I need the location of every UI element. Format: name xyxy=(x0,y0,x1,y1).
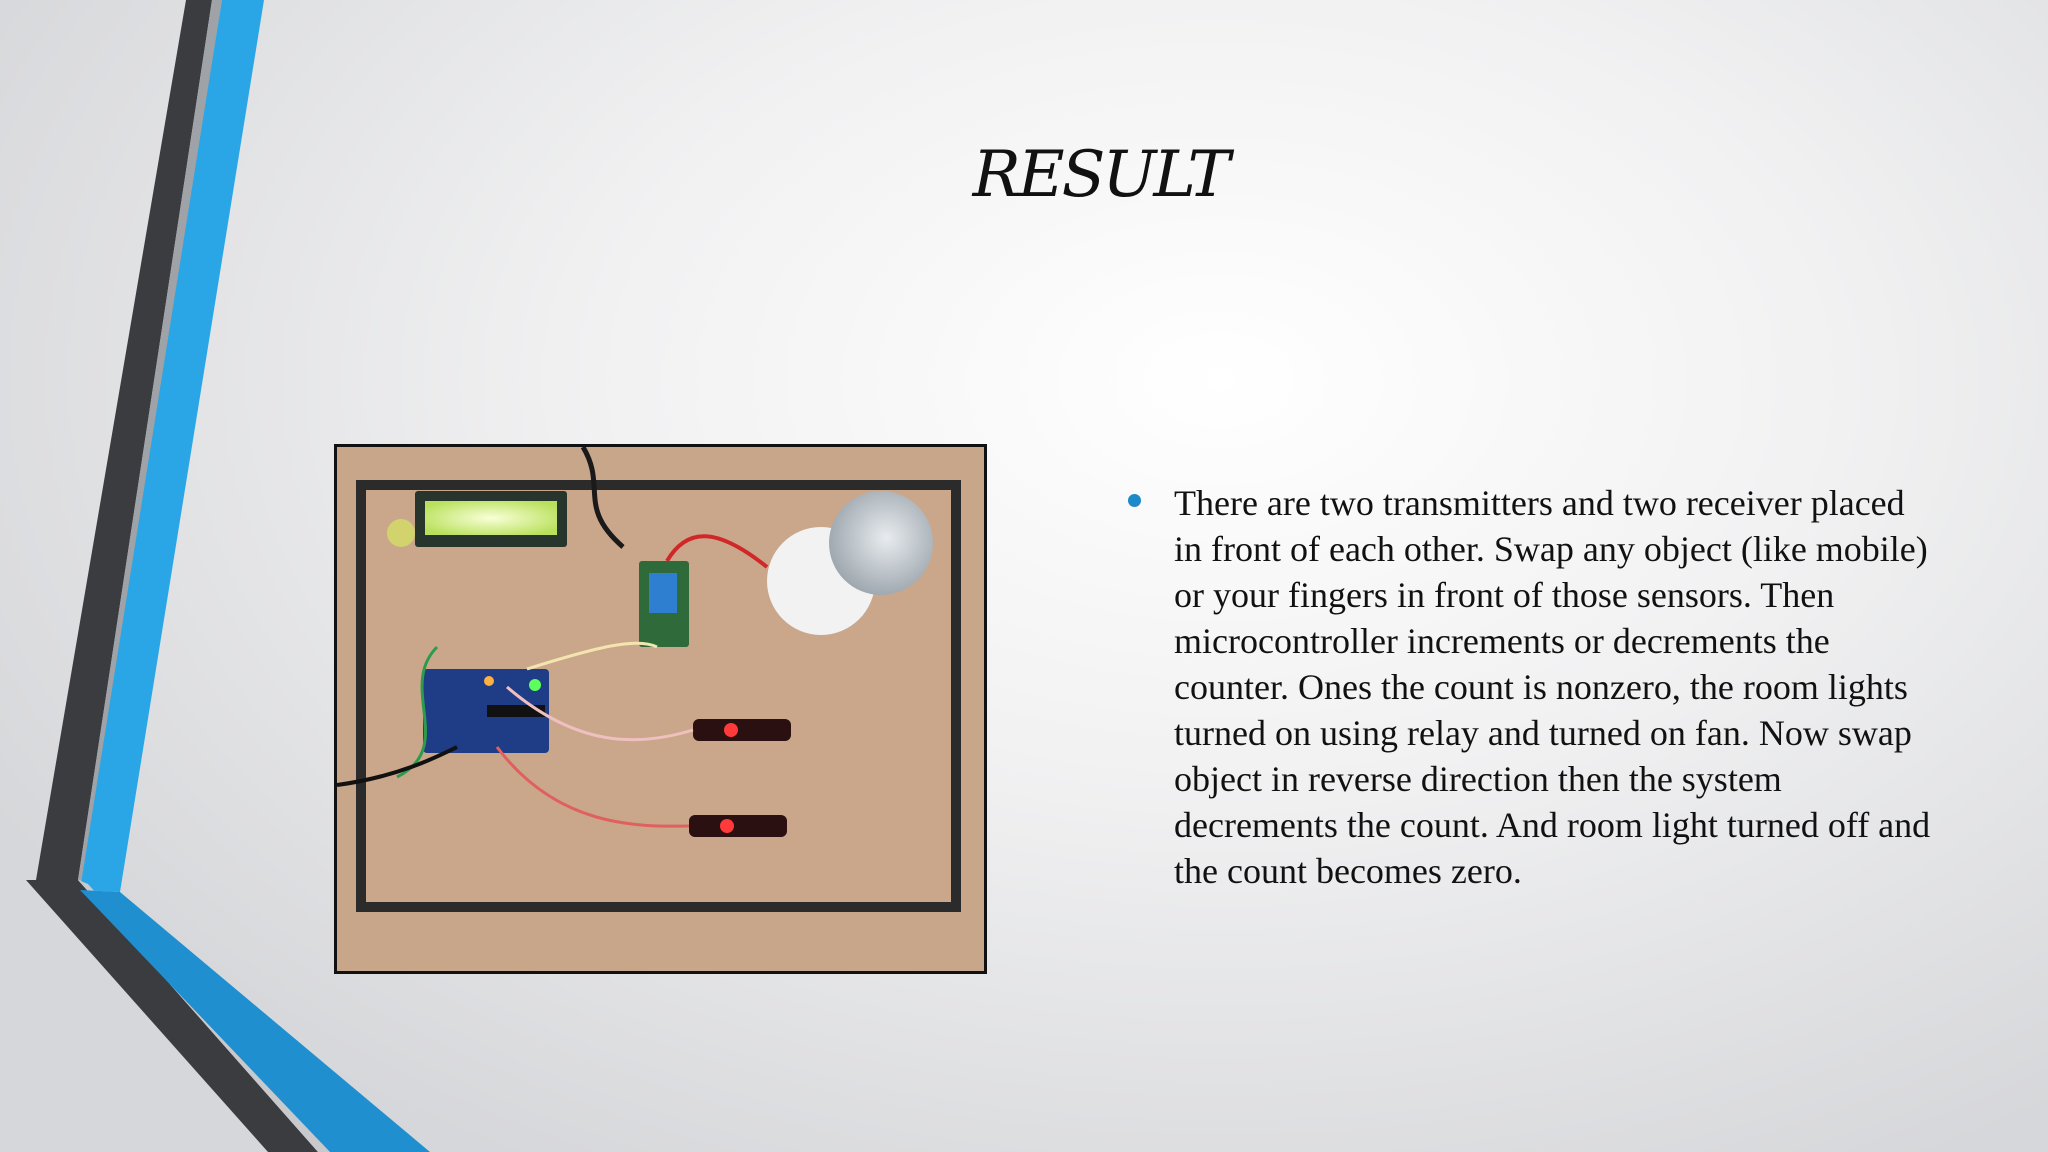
dark-stripe-lower xyxy=(26,880,318,1152)
ir-sensor-2 xyxy=(689,815,787,837)
ir-sensor-1 xyxy=(693,719,791,741)
bullet-item-text: There are two transmitters and two receiver placed in front of each other. Swap any object (like mobile) or your fingers in front of those sensors. Then microcontroller increments or decrements the counter. Ones the count is nonzero, the room lights turned on using relay and turned on fan. Now swap object in reverse direction then the system decrements the count. And room light turned off and the count becomes zero. xyxy=(1174,483,1931,891)
ir-sensor-2-led xyxy=(720,819,734,833)
slide-title-container xyxy=(900,130,1300,220)
arduino-led-green xyxy=(529,679,541,691)
arduino-led-orange xyxy=(484,676,494,686)
relay-block xyxy=(649,573,677,613)
lcd-screen xyxy=(425,501,557,535)
light-stripe-upper xyxy=(78,0,222,882)
lcd-glow xyxy=(387,519,415,547)
arduino-header xyxy=(487,705,545,717)
ir-sensor-1-led xyxy=(724,723,738,737)
slide-title: RESULT xyxy=(972,138,1228,212)
bulb xyxy=(829,491,933,595)
circuit-photo xyxy=(334,444,987,974)
circuit-illustration xyxy=(337,447,984,971)
bullet-dot-icon xyxy=(1128,494,1141,507)
